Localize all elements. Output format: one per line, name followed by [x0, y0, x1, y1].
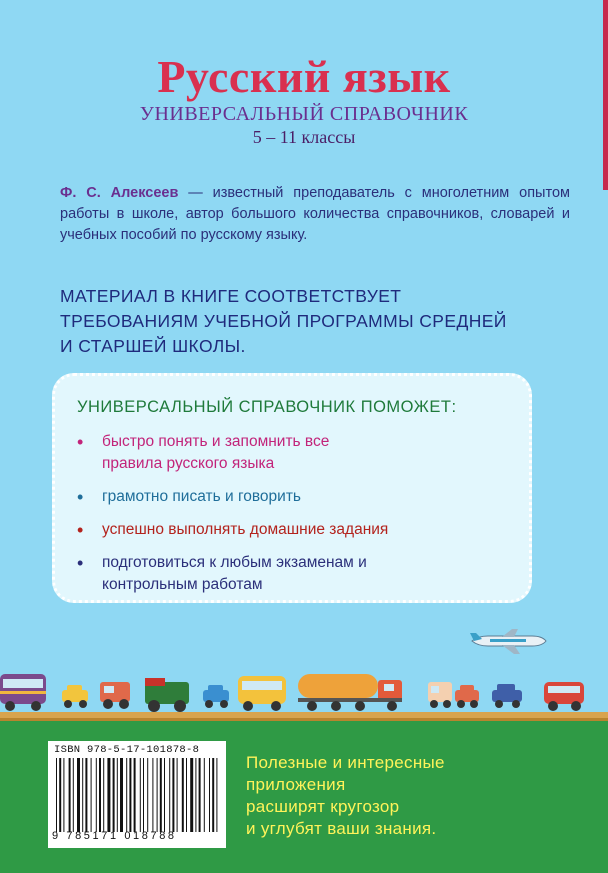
bullet-icon: • [77, 553, 84, 573]
promo-line: расширят кругозор [246, 797, 400, 816]
barcode-bar [73, 758, 74, 832]
barcode-bar [82, 758, 83, 832]
barcode-bar [164, 758, 165, 832]
bullet-icon: • [77, 487, 84, 507]
bullet-icon: • [77, 432, 84, 452]
benefits-box [52, 373, 532, 603]
barcode-bar [140, 758, 141, 832]
barcode-bar [63, 758, 64, 832]
list-item [75, 519, 515, 541]
statement-line: МАТЕРИАЛ В КНИГЕ СООТВЕТСТВУЕТ [60, 286, 402, 306]
barcode-bar [212, 758, 214, 832]
school-bus-icon [238, 676, 286, 711]
car-icon [492, 684, 522, 708]
isbn-label: ISBN 978-5-17-101878-8 [54, 744, 200, 756]
bus-icon [0, 674, 46, 711]
barcode-bar [120, 758, 123, 832]
barcode-digits: 9 785171 018788 [52, 830, 177, 842]
list-item [75, 431, 515, 475]
barcode-bar [152, 758, 153, 832]
benefit-text: быстро понять и запомнить все правила русского языка [102, 433, 330, 472]
vehicles-illustration [0, 660, 608, 716]
barcode-bar [56, 758, 57, 832]
barcode-bar [126, 758, 127, 832]
book-title: Русский язык [157, 51, 451, 102]
barcode-bar [190, 758, 193, 832]
car-icon [203, 685, 229, 708]
airplane-icon [468, 627, 548, 655]
barcode-bar [107, 758, 110, 832]
barcode [48, 741, 226, 848]
barcode-bar [91, 758, 92, 832]
list-item [75, 486, 515, 508]
barcode-bar [204, 758, 205, 832]
bus-icon [544, 682, 584, 711]
barcode-bar [157, 758, 158, 832]
barcode-bar [147, 758, 148, 832]
barcode-bar [99, 758, 101, 832]
road-edge [0, 718, 608, 721]
car-icon [455, 685, 479, 708]
benefit-text: подготовиться к любым экзаменам и контрольным работам [102, 554, 367, 593]
author-description [60, 183, 570, 246]
benefit-text: успешно выполнять домашние задания [102, 521, 389, 538]
bullet-icon: • [77, 520, 84, 540]
barcode-bar [113, 758, 115, 832]
barcode-bars [54, 758, 220, 832]
statement-line: ТРЕБОВАНИЯМ УЧЕБНОЙ ПРОГРАММЫ СРЕДНЕЙ [60, 311, 507, 331]
barcode-bar [143, 758, 144, 832]
barcode-bar [59, 758, 61, 832]
benefits-title: УНИВЕРСАЛЬНЫЙ СПРАВОЧНИК ПОМОЖЕТ: [77, 398, 457, 416]
benefits-list [75, 431, 515, 607]
barcode-bar [69, 758, 71, 832]
barcode-bar [129, 758, 131, 832]
barcode-bar [182, 758, 184, 832]
barcode-bar [199, 758, 201, 832]
barcode-bar [77, 758, 80, 832]
barcode-bar [169, 758, 170, 832]
truck-icon [100, 682, 130, 709]
van-icon [428, 682, 452, 708]
promo-text [246, 752, 576, 840]
barcode-bar [172, 758, 174, 832]
promo-line: приложения [246, 775, 346, 794]
barcode-bar [117, 758, 118, 832]
curriculum-statement [60, 284, 580, 359]
barcode-bar [103, 758, 104, 832]
barcode-bar [96, 758, 97, 832]
tractor-icon [145, 678, 189, 712]
author-bio: — известный преподаватель с многолетним опытом работы в школе, автор большого количества справочников, словарей и учебных пособий по русскому языку. [60, 185, 570, 243]
promo-line: Полезные и интересные [246, 753, 445, 772]
benefit-text: грамотно писать и говорить [102, 488, 302, 505]
list-item [75, 552, 515, 596]
statement-line: И СТАРШЕЙ ШКОЛЫ. [60, 336, 246, 356]
barcode-bar [186, 758, 187, 832]
barcode-bar [209, 758, 210, 832]
book-subtitle: УНИВЕРСАЛЬНЫЙ СПРАВОЧНИК [139, 103, 469, 125]
barcode-bar [216, 758, 217, 832]
barcode-bar [134, 758, 136, 832]
barcode-bar [177, 758, 178, 832]
tanker-truck-icon [298, 674, 402, 711]
grade-range: 5 – 11 классы [252, 127, 356, 147]
barcode-bar [195, 758, 196, 832]
barcode-bar [85, 758, 87, 832]
promo-line: и углубят ваши знания. [246, 819, 437, 838]
author-name: Ф. С. Алексеев [60, 185, 179, 201]
barcode-bar [160, 758, 162, 832]
car-icon [62, 685, 88, 708]
